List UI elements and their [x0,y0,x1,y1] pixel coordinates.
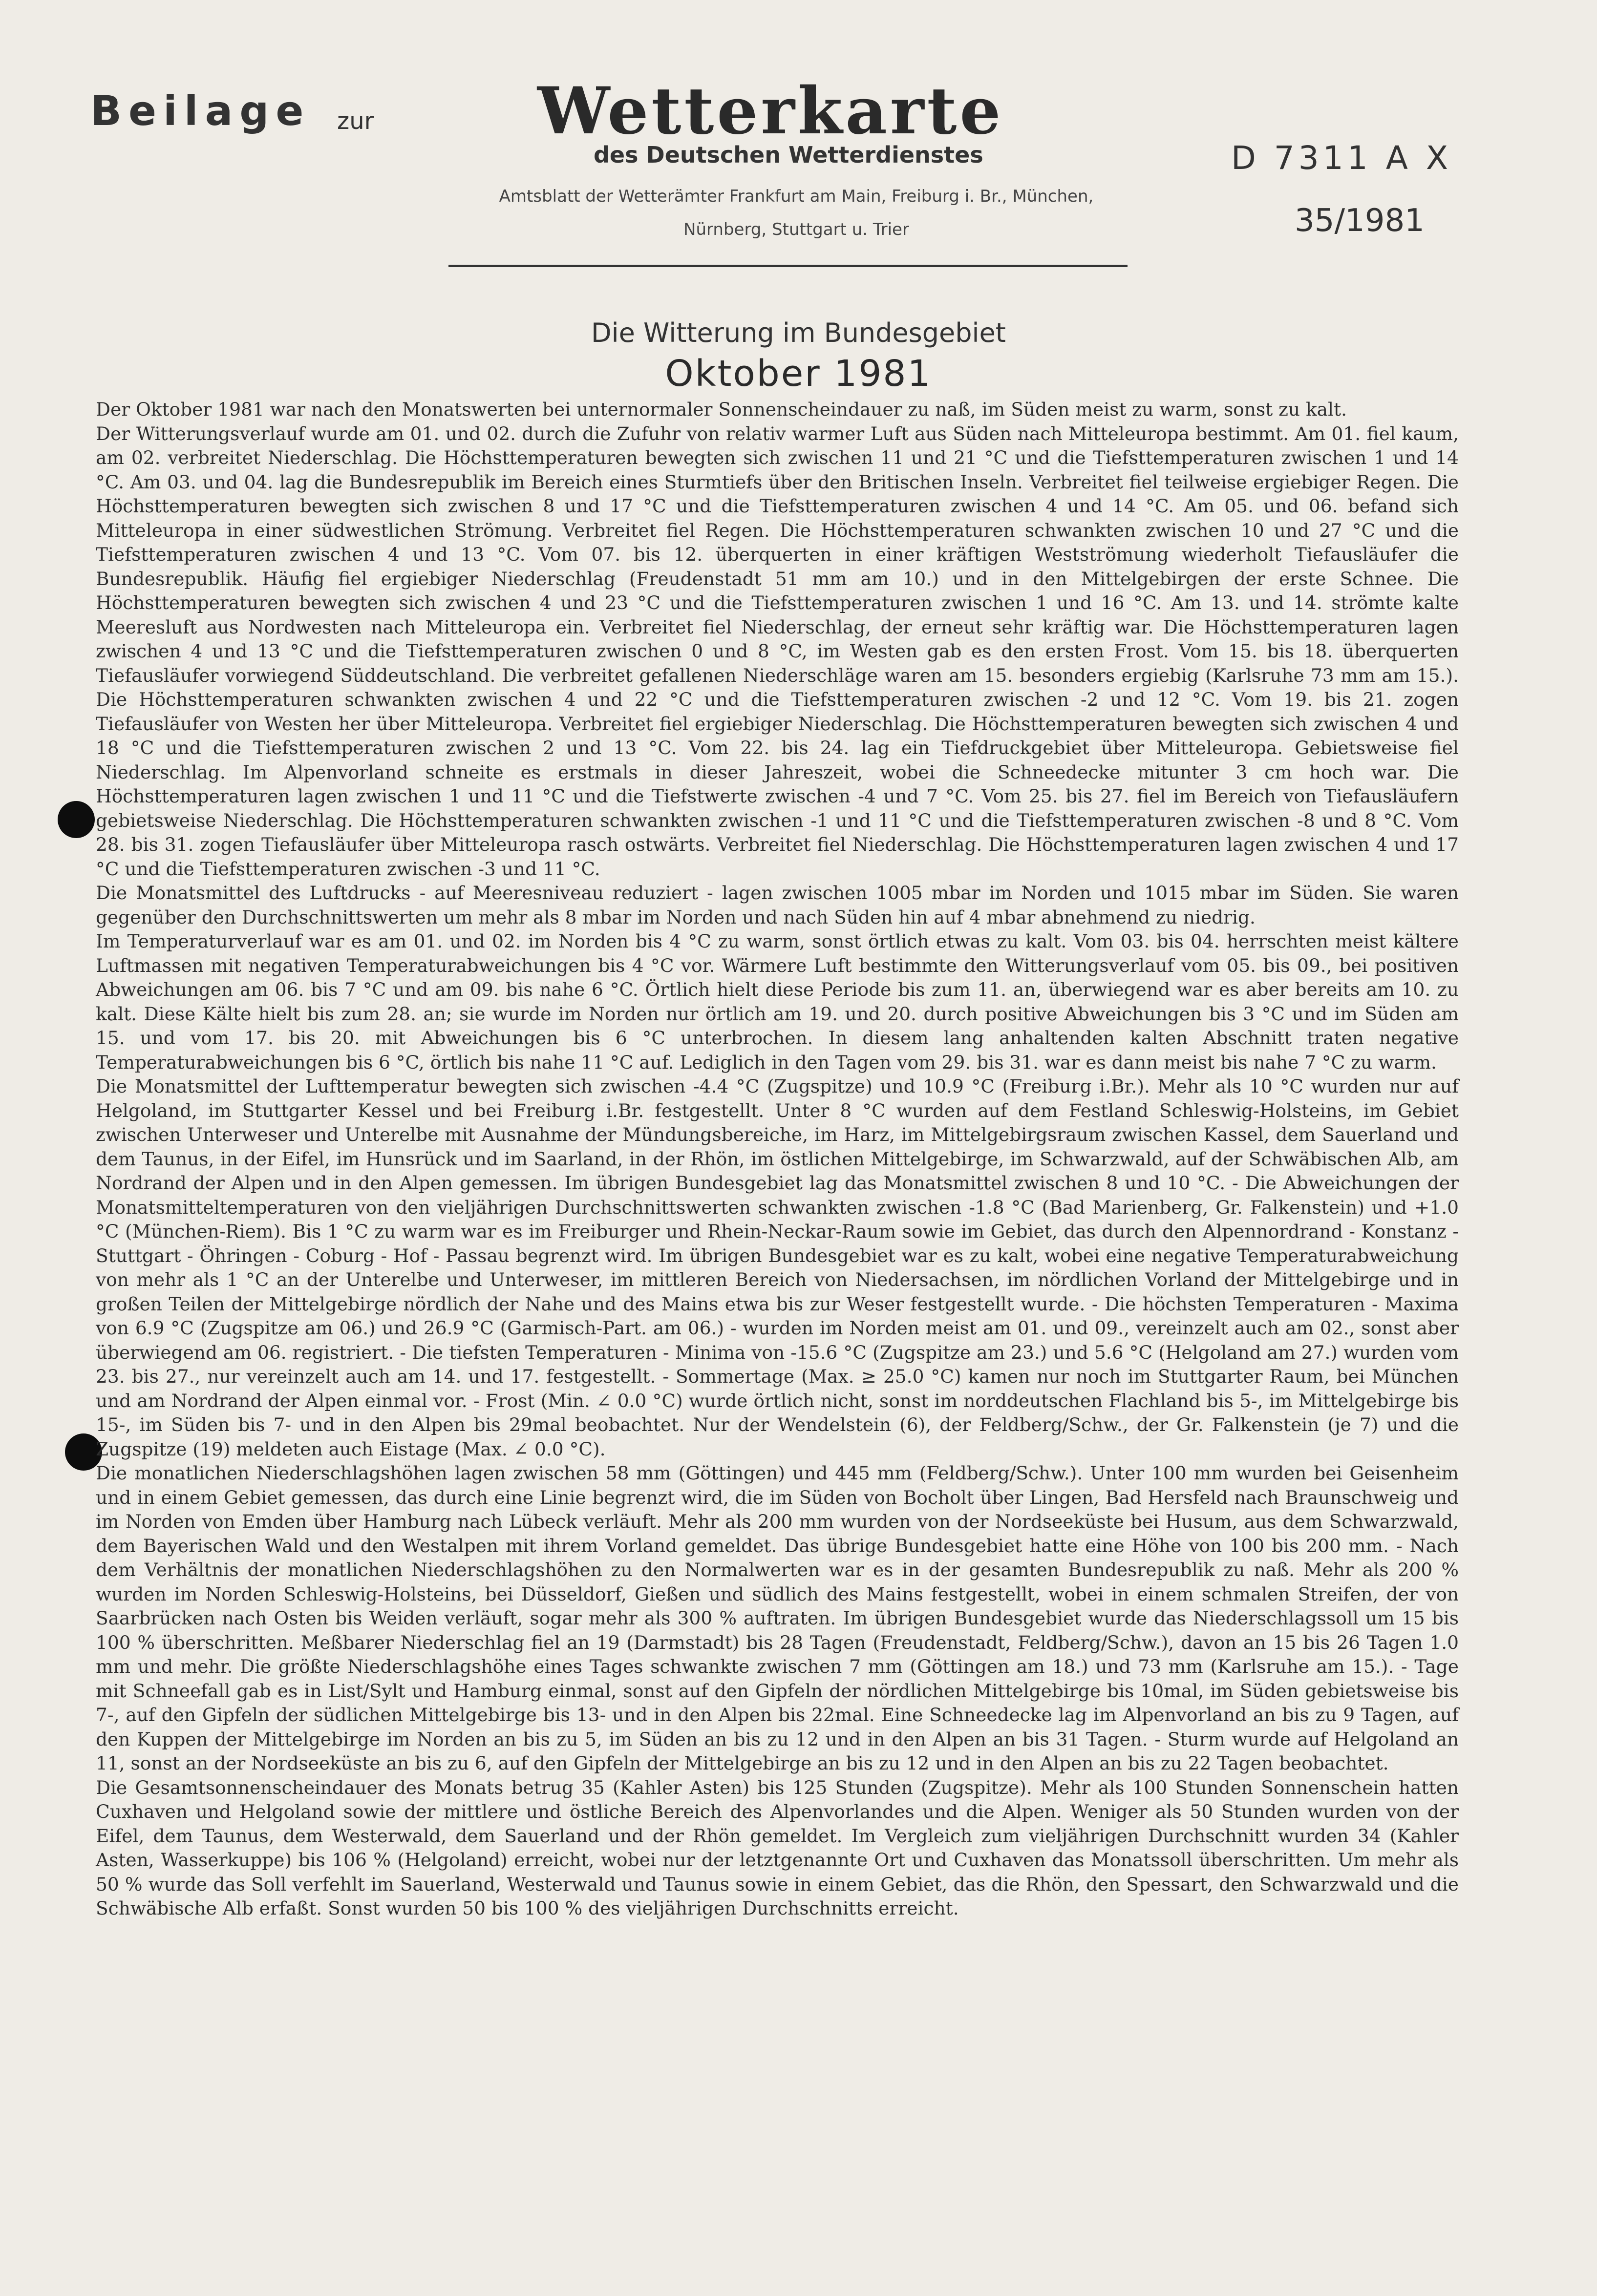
amtsblatt-line: Nürnberg, Stuttgart u. Trier [683,220,909,239]
masthead-title: Wetterkarte [537,73,1004,149]
document-subtitle: Die Witterung im Bundesgebiet [591,317,1006,348]
paragraph-lufttemperatur: Die Monatsmittel der Lufttemperatur bewegten sich zwischen -4.4 °C (Zugspitze) und 10.9 °C (Freiburg i.Br.). Mehr als 10 °C wurden nur auf Helgoland, im Stuttgarter Kessel und bei Freiburg i.Br. festgestellt. Unter 8 °C wurden auf dem Festland Schleswig-Holsteins, im Gebiet zwischen Unterweser und Unterelbe mit Ausnahme der Mündungsbereiche, im Harz, im Mittelgebirgsraum zwischen Kassel, dem Sauerland und dem Taunus, in der Eifel, im Hunsrück und im Saarland, in der Rhön, im östlichen Mittelgebirge, im Schwarzwald, auf der Schwäbischen Alb, am Nordrand der Alpen und in den Alpen gemessen. Im übrigen Bundesgebiet lag das Monatsmittel zwischen 8 und 10 °C. - Die Abweichungen der Monatsmitteltemperaturen von den vieljährigen Durchschnittswerten schwankten zwischen -1.8 °C (Bad Marienberg, Gr. Falkenstein) und +1.0 °C (München-Riem). Bis 1 °C zu warm war es im Freiburger und Rhein-Neckar-Raum sowie im Gebiet, das durch den Alpennordrand - Konstanz - Stuttgart - Öhringen - Coburg - Hof - Passau begrenzt wird. Im übrigen Bundesgebiet war es zu kalt, wobei eine negative Temperaturabweichung von mehr als 1 °C an der Unterelbe und Unterweser, im mittleren Bereich von Niedersachsen, im nördlichen Vorland der Mittelgebirge und in großen Teilen der Mittelgebirge nördlich der Nahe und des Mains etwa bis zur Weser festgestellt wurde. - Die höchsten Temperaturen - Maxima von 6.9 °C (Zugspitze am 06.) und 26.9 °C (Garmisch-Part. am 06.) - wurden im Norden meist am 01. und 09., vereinzelt auch am 02., sonst aber überwiegend am 06. registriert. - Die tiefsten Temperaturen - Minima von -15.6 °C (Zugspitze am 23.) und 5.6 °C (Helgoland am 27.) wurden vom 23. bis 27., nur vereinzelt auch am 14. und 17. festgestellt. - Sommertage (Max. ≥ 25.0 °C) kamen nur noch im Stuttgarter Raum, bei München und am Nordrand der Alpen einmal vor. - Frost (Min. ∠ 0.0 °C) wurde örtlich nicht, sonst im norddeutschen Flachland bis 5-, im Mittelgebirge bis 15-, im Süden bis 7- und in den Alpen bis 29mal beobachtet. Nur der Wendelstein (6), der Feldberg/Schw., der Gr. Falkenstein (je 7) und die Zugspitze (19) meldeten auch Eistage (Max. ∠ 0.0 °C). [96,1075,1459,1460]
report-body [96,398,1459,1921]
paragraph-luftdruck: Die Monatsmittel des Luftdrucks - auf Meeresniveau reduziert - lagen zwischen 1005 mbar im Norden und 1015 mbar im Süden. Sie waren gegenüber den Durchschnittswerten um mehr als 8 mbar im Norden und nach Süden hin auf 4 mbar abnehmend zu niedrig. [96,882,1459,928]
paragraph-witterungsverlauf: Der Witterungsverlauf wurde am 01. und 02. durch die Zufuhr von relativ warmer Luft aus Süden nach Mitteleuropa bestimmt. Am 01. fiel kaum, am 02. verbreitet Niederschlag. Die Höchsttemperaturen bewegten sich zwischen 11 und 21 °C und die Tiefsttemperaturen zwischen 1 und 14 °C. Am 03. und 04. lag die Bundesrepublik im Bereich eines Sturmtiefs über den Britischen Inseln. Verbreitet fiel teilweise ergiebiger Regen. Die Höchsttemperaturen bewegten sich zwischen 8 und 17 °C und die Tiefsttemperaturen zwischen 4 und 14 °C. Am 05. und 06. befand sich Mitteleuropa in einer südwestlichen Strömung. Verbreitet fiel Regen. Die Höchsttemperaturen schwankten zwischen 10 und 27 °C und die Tiefsttemperaturen zwischen 4 und 13 °C. Vom 07. bis 12. überquerten in einer kräftigen Westströmung wiederholt Tiefausläufer die Bundesrepublik. Häufig fiel ergiebiger Niederschlag (Freudenstadt 51 mm am 10.) und in den Mittelgebirgen der erste Schnee. Die Höchsttemperaturen bewegten sich zwischen 4 und 23 °C und die Tiefsttemperaturen zwischen 1 und 16 °C. Am 13. und 14. strömte kalte Meeresluft aus Nordwesten nach Mitteleuropa ein. Verbreitet fiel Niederschlag, der erneut sehr kräftig war. Die Höchsttemperaturen lagen zwischen 4 und 13 °C und die Tiefsttemperaturen zwischen 0 und 8 °C, im Westen gab es den ersten Frost. Vom 15. bis 18. überquerten Tiefausläufer vorwiegend Süddeutschland. Die verbreitet gefallenen Niederschläge waren am 15. besonders ergiebig (Karlsruhe 73 mm am 15.). Die Höchsttemperaturen schwankten zwischen 4 und 22 °C und die Tiefsttemperaturen zwischen -2 und 12 °C. Vom 19. bis 21. zogen Tiefausläufer von Westen her über Mitteleuropa. Verbreitet fiel ergiebiger Niederschlag. Die Höchsttemperaturen bewegten sich zwischen 4 und 18 °C und die Tiefsttemperaturen zwischen 2 und 13 °C. Vom 22. bis 24. lag ein Tiefdruckgebiet über Mitteleuropa. Gebietsweise fiel Niederschlag. Im Alpenvorland schneite es erstmals in dieser Jahreszeit, wobei die Schneedecke mitunter 3 cm hoch war. Die Höchsttemperaturen lagen zwischen 1 und 11 °C und die Tiefstwerte zwischen -4 und 7 °C. Vom 25. bis 27. fiel im Bereich von Tiefausläufern gebietsweise Niederschlag. Die Höchsttemperaturen schwankten zwischen -1 und 11 °C und die Tiefsttemperaturen zwischen -8 und 8 °C. Vom 28. bis 31. zogen Tiefausläufer über Mitteleuropa rasch ostwärts. Verbreitet fiel Niederschlag. Die Höchsttemperaturen lagen zwischen 4 und 17 °C und die Tiefsttemperaturen zwischen -3 und 11 °C. [96,422,1459,880]
punch-hole [58,801,95,838]
amtsblatt-line: Amtsblatt der Wetterämter Frankfurt am Main, Freiburg i. Br., München, [499,187,1094,206]
document-title: Oktober 1981 [665,353,932,395]
paragraph-summary: Der Oktober 1981 war nach den Monatswerten bei unternormaler Sonnenscheindauer zu naß, im Süden meist zu warm, sonst zu kalt. [96,399,1347,420]
header-rule [448,265,1128,267]
zur-label: zur [337,107,374,135]
paragraph-niederschlag: Die monatlichen Niederschlagshöhen lagen zwischen 58 mm (Göttingen) und 445 mm (Feldberg/Schw.). Unter 100 mm wurden bei Geisenheim und in einem Gebiet gemessen, das durch eine Linie begrenzt wird, die im Süden von Bocholt über Lingen, Bad Hersfeld nach Braunschweig und im Norden von Emden über Hamburg nach Lübeck verläuft. Mehr als 200 mm wurden von der Nordseeküste bei Husum, aus dem Schwarzwald, dem Bayerischen Wald und den Westalpen mit ihrem Vorland gemeldet. Das übrige Bundesgebiet hatte eine Höhe von 100 bis 200 mm. - Nach dem Verhältnis der monatlichen Niederschlagshöhen zu den Normalwerten war es in der gesamten Bundesrepublik zu naß. Mehr als 200 % wurden im Norden Schleswig-Holsteins, bei Düsseldorf, Gießen und südlich des Mains festgestellt, wobei in einem schmalen Streifen, der von Saarbrücken nach Osten bis Weiden verläuft, sogar mehr als 300 % auftraten. Im übrigen Bundesgebiet wurde das Niederschlagssoll um 15 bis 100 % überschritten. Meßbarer Niederschlag fiel an 19 (Darmstadt) bis 28 Tagen (Freudenstadt, Feldberg/Schw.), davon an 15 bis 26 Tagen 1.0 mm und mehr. Die größte Niederschlagshöhe eines Tages schwankte zwischen 7 mm (Göttingen am 18.) und 73 mm (Karlsruhe am 15.). - Tage mit Schneefall gab es in List/Sylt und Hamburg einmal, sonst auf den Gipfeln der nördlichen Mittelgebirge bis 10mal, im Süden gebietsweise bis 7-, auf den Gipfeln der südlichen Mittelgebirge bis 13- und in den Alpen bis 22mal. Eine Schneedecke lag im Alpenvorland an bis zu 9 Tagen, auf den Kuppen der Mittelgebirge im Norden an bis zu 5, im Süden an bis zu 12 und in den Alpen an bis 31 Tagen. - Sturm wurde auf Helgoland an 11, sonst an der Nordseeküste an bis zu 6, auf den Gipfeln der Mittelgebirge an bis zu 12 und in den Alpen an bis zu 22 Tagen beobachtet. [96,1462,1459,1774]
paragraph-sonnenschein: Die Gesamtsonnenscheindauer des Monats betrug 35 (Kahler Asten) bis 125 Stunden (Zugspitze). Mehr als 100 Stunden Sonnenschein hatten Cuxhaven und Helgoland sowie der mittlere und östliche Bereich des Alpenvorlandes und die Alpen. Weniger als 50 Stunden wurden von der Eifel, dem Taunus, dem Westerwald, dem Sauerland und der Rhön gemeldet. Im Vergleich zum vieljährigen Durchschnitt wurden 34 (Kahler Asten, Wasserkuppe) bis 106 % (Helgoland) erreicht, wobei nur der letztgenannte Ort und Cuxhaven das Monatssoll überschritten. Um mehr als 50 % wurde das Soll verfehlt im Sauerland, Westerwald und Taunus sowie in einem Gebiet, das die Rhön, den Spessart, den Schwarzwald und die Schwäbische Alb erfaßt. Sonst wurden 50 bis 100 % des vieljährigen Durchschnitts erreicht. [96,1776,1459,1919]
document-code: D 7311 A X [1231,139,1452,177]
publisher: des Deutschen Wetterdienstes [594,142,983,168]
paragraph-temperaturverlauf: Im Temperaturverlauf war es am 01. und 02. im Norden bis 4 °C zu warm, sonst örtlich etwas zu kalt. Vom 03. bis 04. herrschten meist kältere Luftmassen mit negativen Temperaturabweichungen bis 4 °C vor. Wärmere Luft bestimmte den Witterungsverlauf vom 05. bis 09., bei positiven Abweichungen am 06. bis 7 °C und am 09. bis nahe 6 °C. Örtlich hielt diese Periode bis zum 11. an, überwiegend war es aber bereits am 10. zu kalt. Diese Kälte hielt bis zum 28. an; sie wurde im Norden nur örtlich am 19. und 20. durch positive Abweichungen bis 3 °C und im Süden am 15. und vom 17. bis 20. mit Abweichungen bis 6 °C unterbrochen. In diesem lang anhaltenden kalten Abschnitt traten negative Temperaturabweichungen bis 6 °C, örtlich bis nahe 11 °C auf. Lediglich in den Tagen vom 29. bis 31. war es dann meist bis nahe 7 °C zu warm. [96,930,1459,1073]
issue-number: 35/1981 [1295,203,1425,239]
amtsblatt-note [449,180,1143,246]
beilage-label: Beilage [90,87,311,135]
